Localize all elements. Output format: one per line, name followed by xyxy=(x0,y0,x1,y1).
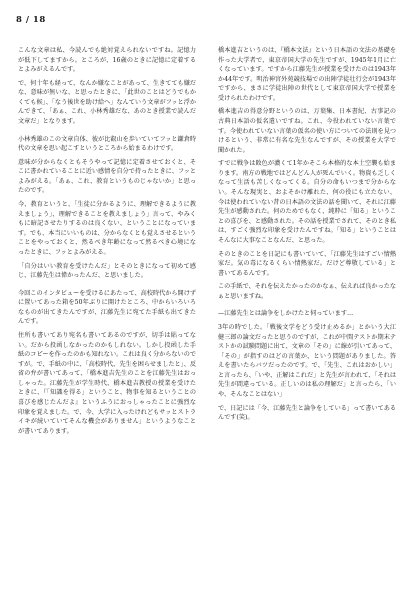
paragraph: 今回このインタビューを受けるにあたって、高校時代から開けずに置いてあった箱を50年ぶりに開けたところ、中からいろいろなものが出てきたんですが、江藤先生に宛てた手紙も出てきたんです。 xyxy=(18,289,196,326)
paragraph: この手紙で、それを伝えたかったのかなぁ、伝えれば良かったなぁと思いますね。 xyxy=(218,283,396,300)
interview-question: —江藤先生とは論争をしかけたと伺っています… xyxy=(218,310,354,318)
paragraph: 3年の時でした。「戦後文学をどう受け止めるか」とかいう大江健三郎の論文だったと思うのですが、これが中間テストか期末テストかの試験問題に出て、文章の「その」に線が引いてあって、「その」が指すのはどの言葉か、という問題がありました。答えを書いたらバツだったのです。で、「先生、これはおかしい」と言ったら、「いや、正解はこれだ」と先生が言われて、「それは先生が間違っている。正しいのは私の理解だ」と言ったら、「いや、そんなことはない」 xyxy=(218,324,396,398)
paragraph: 意味が分からなくともそうやって記憶に定着させておくと、そこに書かれていることに近い感情を自分で持ったときに、フッとよみがえる。「あぁ、これ、教育というものじゃないか」と思ったのです。 xyxy=(18,158,196,195)
paragraph: 住所も書いてあり宛名も書いてあるのですが、切手は貼ってない。だから投函しなかったのかもしれない。しかし投函した手紙のコピーを作ったのかも知れない。これは良く分からないのですが。で、手紙の中に、「高校時代、先生を困らせましたと」、反省の弁が書いてあって、「橋本進吉先生のことを江藤先生はおっしゃった。江藤先生が学生時代、橋本進吉教授の授業を受けたときに、『「知識を得る」ということ、物事を知るということの喜びを感じたんだよ』というふうにおっしゃったことに強烈な印象を覚えました。で、今、大学に入ったけれどもサッとストライキが続いていてそんな機会がありません」というようなことが書いてあります。 xyxy=(18,332,196,435)
page-number: 8 / 18 xyxy=(16,15,46,25)
paragraph: こんな文章は私、今読んでも絶対覚えられないですね。記憶力が低下してますから。ところが、16歳のときに記憶に定着するとよみがえるんです。 xyxy=(18,47,196,74)
left-column xyxy=(18,46,196,440)
paragraph: 小林秀雄のこの文章自体、彼が比叡山を歩いていてフッと鎌倉時代の文章を思い起こすというところから始まるわけです。 xyxy=(18,135,196,153)
paragraph: 橋本進吉の得意分野というのは、万葉集、日本書紀、古事記の古典日本語の仮名遣いですね。これ、今役われていない言葉です。今使われていない言葉の仮名の使い方についての法則を見つけるという、非常に有名な先生なんですが、その授業を大学で聞かれた。 xyxy=(218,108,396,154)
paragraph: で、何十年も経って、なんか嫌なことがあって、生きてても嫌だな、意味が無いな、と思ったときに、「此世のことはどうでもかくても候」、「なう後世を助け給へ」なんていう文章がフッと浮かんできて、「あぁ、これ、小林秀雄だな、あのとき授業で読んだ文章だ」となります。 xyxy=(18,79,196,126)
paragraph: で、日記には「今、江藤先生と論争をしている」って書いてあるんです(笑)。 xyxy=(218,404,396,422)
right-column xyxy=(218,46,396,427)
paragraph: 「自分はいい教育を受けたんだ」とそのときになって初めて感じ、江藤先生は偉かったんだ、と思いました。 xyxy=(18,262,196,280)
paragraph: すでに戦争は敗色が濃くて1年かそこら本格的な本土空襲も始まります。南方の戦地ではどんどん人が死んでいく。物資も乏しくなって生活も苦しくなってくる。自分の命もいつまで分からない。そんな現実と、およそかけ離れた、何の役にも立たない、今は使われていない昔の日本語の文法の話を聞いて、それに江藤先生が感動された。何のためでもなく、純粋に「知る」ということの喜びを、と感動された。その話を授業でされて、そのとき私は、すごく強烈な印象を受けたんですね。「知る」ということはそんなに大事なことなんだ、と思った。 xyxy=(218,160,396,244)
paragraph: そのときのことを日記にも書いていて、「江藤先生はすごい情熱家だ。気の毒になるくらい情熱家だ。だけど尊敬している」と書いてあるんです。 xyxy=(218,250,396,277)
paragraph: 橋本進吉というのは、『橋本文法』という日本語の文法の基礎を作った大学者で、東京帝国大学の先生ですが、1945年1月に亡くなっています。ですから江藤先生が授業を受けたのは1943年か44年です。明治神宮外苑競技場での出陣学徒壮行会が1943年ですから、まさに学徒出陣の世代として東京帝国大学で授業を受けられたわけです。 xyxy=(218,47,396,102)
paragraph: 今、教育というと、「生徒に分かるように、理解できるように教えましょう」、理解できることを教えましょう」言って、やみくもに暗記させたりするのは良くない、ということになっています。でも、本当にいいものは、分からなくとも覚えさせるということをやっておくと、然るべき年齢になって然るべき心境になったときに、フッとよみがえる。 xyxy=(18,201,196,256)
